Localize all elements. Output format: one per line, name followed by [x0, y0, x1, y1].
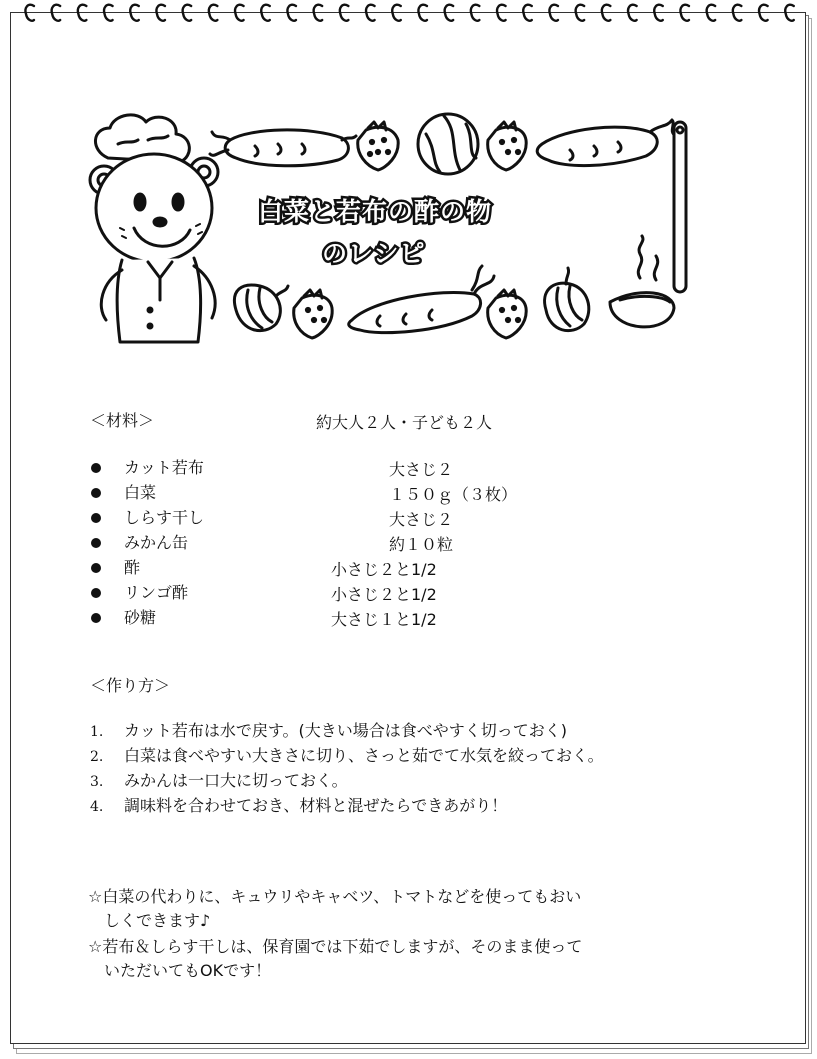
- bear-chef-icon: [90, 115, 218, 342]
- spiral-ring: [549, 5, 558, 21]
- spiral-ring: [261, 5, 270, 21]
- ingredient-name: 酢: [124, 558, 141, 577]
- spiral-ring: [183, 5, 192, 21]
- spiral-ring: [287, 5, 296, 21]
- step-number: 1.: [90, 724, 104, 740]
- step-text: みかんは一口大に切っておく。: [124, 771, 348, 790]
- spiral-ring: [418, 5, 427, 21]
- bullet-icon: [91, 563, 101, 573]
- bullet-icon: [91, 463, 101, 473]
- bullet-icon: [91, 538, 101, 548]
- step-number: 3.: [90, 774, 104, 790]
- ingredients-heading: ＜材料＞: [90, 411, 155, 430]
- ingredient-amount: １５０ｇ（３枚）: [389, 485, 518, 504]
- ingredient-amount: 大さじ２: [389, 510, 454, 529]
- sweet-potato-icon: [210, 130, 356, 166]
- ingredient-amount: 大さじ２: [389, 460, 454, 479]
- spiral-ring: [733, 5, 742, 21]
- bullet-icon: [91, 513, 101, 523]
- strawberry-icon: [358, 122, 398, 170]
- spiral-ring: [104, 5, 113, 21]
- spiral-ring: [523, 5, 532, 21]
- spiral-ring: [314, 5, 323, 21]
- spiral-ring: [628, 5, 637, 21]
- bullet-icon: [91, 488, 101, 498]
- recipe-title-line2: のレシピ: [322, 239, 426, 268]
- spiral-ring: [78, 5, 87, 21]
- spiral-ring: [576, 5, 585, 21]
- spiral-ring: [209, 5, 218, 21]
- method-heading: ＜作り方＞: [90, 676, 171, 695]
- step-text: カット若布は水で戻す。(大きい場合は食べやすく切っておく): [124, 721, 568, 740]
- ingredient-amount: 小さじ２と1/2: [331, 560, 437, 579]
- ingredient-amount: 大さじ１と1/2: [331, 610, 437, 629]
- onion-icon: [234, 285, 288, 331]
- spiral-ring: [759, 5, 768, 21]
- ingredient-name: カット若布: [124, 458, 204, 477]
- spiral-ring: [392, 5, 401, 21]
- ingredient-name: しらす干し: [124, 508, 205, 527]
- spiral-ring: [235, 5, 244, 21]
- note-line: ☆若布＆しらす干しは、保育園では下茹でしますが、そのまま使って: [88, 937, 583, 956]
- note-line: いただいてもOKです！: [104, 961, 272, 980]
- spiral-ring: [25, 5, 34, 21]
- spiral-ring: [497, 5, 506, 21]
- step-number: 2.: [90, 749, 104, 765]
- spiral-ring: [785, 5, 794, 21]
- spiral-ring: [52, 5, 61, 21]
- spiral-ring: [471, 5, 480, 21]
- ingredient-amount: 約１０粒: [389, 535, 454, 554]
- ingredient-name: 白菜: [124, 483, 157, 502]
- cabbage-icon: [418, 114, 478, 174]
- spiral-ring: [130, 5, 139, 21]
- spiral-ring: [445, 5, 454, 21]
- spiral-ring: [680, 5, 689, 21]
- spiral-ring: [156, 5, 165, 21]
- spiral-ring: [654, 5, 663, 21]
- ingredient-name: 砂糖: [124, 608, 157, 627]
- spiral-ring: [340, 5, 349, 21]
- spiral-binding: [20, 0, 800, 26]
- bullet-icon: [91, 613, 101, 623]
- step-number: 4.: [90, 799, 104, 815]
- ingredient-name: みかん缶: [124, 533, 189, 552]
- step-text: 白菜は食べやすい大きさに切り、さっと茹でて水気を絞っておく。: [124, 746, 604, 765]
- note-line: しくできます♪: [104, 911, 211, 930]
- spiral-ring: [707, 5, 716, 21]
- spiral-ring: [602, 5, 611, 21]
- note-line: ☆白菜の代わりに、キュウリやキャベツ、トマトなどを使ってもおい: [88, 887, 582, 906]
- spiral-ring: [366, 5, 375, 21]
- step-text: 調味料を合わせておき、材料と混ぜたらできあがり！: [124, 796, 508, 815]
- servings-label: 約大人２人・子ども２人: [316, 413, 493, 432]
- bullet-icon: [91, 588, 101, 598]
- ingredient-amount: 小さじ２と1/2: [331, 585, 437, 604]
- recipe-title-line1: 白菜と若布の酢の物: [258, 197, 493, 226]
- ingredient-name: リンゴ酢: [124, 583, 189, 602]
